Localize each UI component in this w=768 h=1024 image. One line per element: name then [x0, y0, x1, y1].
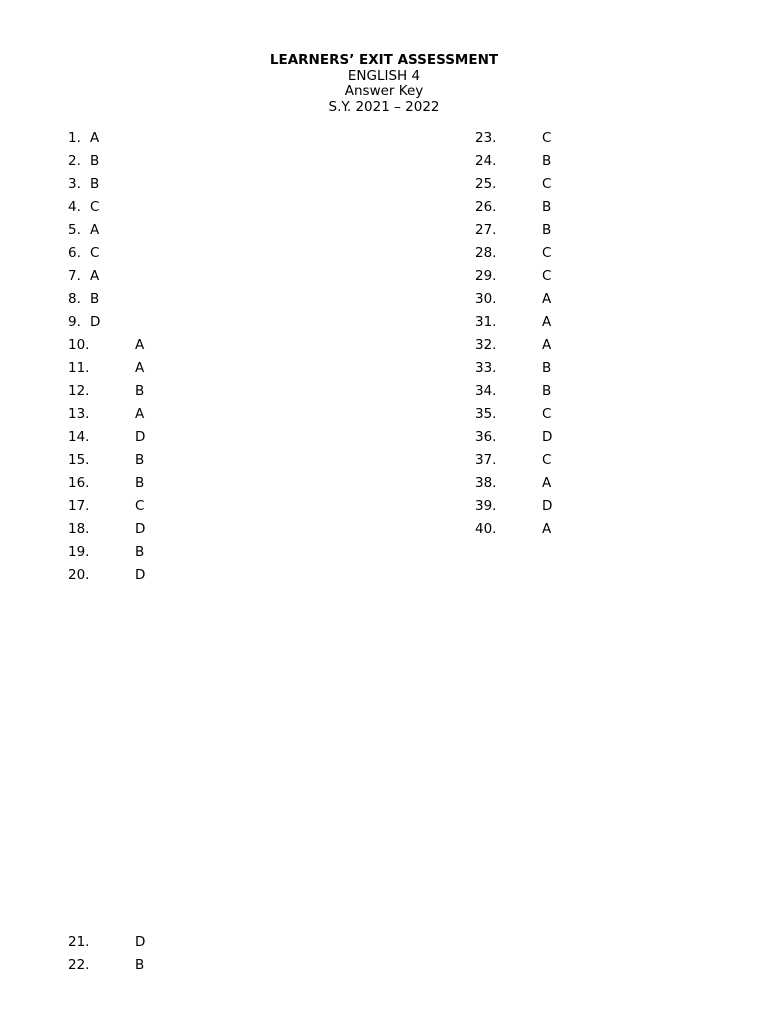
item-answer: D: [135, 567, 146, 583]
item-answer: B: [542, 383, 552, 399]
item-answer: A: [135, 337, 145, 353]
item-answer: B: [135, 957, 145, 973]
item-number: 4.: [68, 199, 81, 215]
item-number: 10.: [68, 337, 90, 353]
item-number: 28.: [475, 245, 497, 261]
item-answer: C: [542, 406, 552, 422]
item-number: 27.: [475, 222, 497, 238]
item-number: 5.: [68, 222, 81, 238]
item-answer: B: [542, 360, 552, 376]
item-answer: A: [135, 360, 145, 376]
item-answer: A: [135, 406, 145, 422]
item-answer: B: [542, 199, 552, 215]
subject-line: ENGLISH 4: [347, 67, 421, 84]
item-answer: D: [135, 521, 146, 537]
item-number: 3.: [68, 176, 81, 192]
item-number: 9.: [68, 314, 81, 330]
item-number: 17.: [68, 498, 90, 514]
item-number: 23.: [475, 130, 497, 146]
item-number: 20.: [68, 567, 90, 583]
document-title: LEARNERS’ EXIT ASSESSMENT: [269, 52, 499, 68]
item-answer: C: [135, 498, 145, 514]
item-answer: C: [90, 199, 100, 215]
item-number: 13.: [68, 406, 90, 422]
item-number: 39.: [475, 498, 497, 514]
item-number: 32.: [475, 337, 497, 353]
item-answer: B: [135, 475, 145, 491]
item-answer: B: [542, 153, 552, 169]
item-answer: B: [90, 153, 100, 169]
item-answer: A: [542, 475, 552, 491]
item-number: 37.: [475, 452, 497, 468]
item-answer: A: [90, 222, 100, 238]
item-answer: A: [542, 291, 552, 307]
item-answer: B: [135, 544, 145, 560]
item-answer: B: [135, 452, 145, 468]
item-answer: A: [542, 337, 552, 353]
document-header: [0, 53, 768, 115]
item-answer: A: [542, 521, 552, 537]
item-number: 19.: [68, 544, 90, 560]
item-number: 12.: [68, 383, 90, 399]
item-answer: D: [542, 498, 553, 514]
item-number: 1.: [68, 130, 81, 146]
item-number: 36.: [475, 429, 497, 445]
item-answer: B: [135, 383, 145, 399]
item-number: 40.: [475, 521, 497, 537]
item-answer: B: [542, 222, 552, 238]
item-number: 26.: [475, 199, 497, 215]
item-number: 33.: [475, 360, 497, 376]
item-answer: A: [90, 130, 100, 146]
item-number: 29.: [475, 268, 497, 284]
item-answer: C: [90, 245, 100, 261]
document-type: Answer Key: [344, 83, 424, 99]
item-number: 30.: [475, 291, 497, 307]
item-number: 11.: [68, 360, 90, 376]
item-number: 38.: [475, 475, 497, 491]
item-number: 21.: [68, 934, 90, 950]
item-number: 24.: [475, 153, 497, 169]
item-number: 14.: [68, 429, 90, 445]
item-number: 35.: [475, 406, 497, 422]
item-answer: C: [542, 268, 552, 284]
item-answer: C: [542, 452, 552, 468]
item-answer: D: [90, 314, 101, 330]
item-number: 18.: [68, 521, 90, 537]
item-answer: D: [135, 934, 146, 950]
item-answer: A: [90, 268, 100, 284]
item-answer: A: [542, 314, 552, 330]
item-number: 8.: [68, 291, 81, 307]
school-year: S.Y. 2021 – 2022: [328, 98, 440, 115]
item-number: 25.: [475, 176, 497, 192]
item-answer: B: [90, 291, 100, 307]
item-number: 6.: [68, 245, 81, 261]
item-number: 31.: [475, 314, 497, 330]
item-number: 7.: [68, 268, 81, 284]
item-number: 15.: [68, 452, 90, 468]
item-answer: B: [90, 176, 100, 192]
item-number: 16.: [68, 475, 90, 491]
item-number: 34.: [475, 383, 497, 399]
item-answer: C: [542, 176, 552, 192]
item-answer: D: [542, 429, 553, 445]
item-number: 22.: [68, 957, 90, 973]
item-number: 2.: [68, 153, 81, 169]
item-answer: C: [542, 130, 552, 146]
item-answer: C: [542, 245, 552, 261]
item-answer: D: [135, 429, 146, 445]
